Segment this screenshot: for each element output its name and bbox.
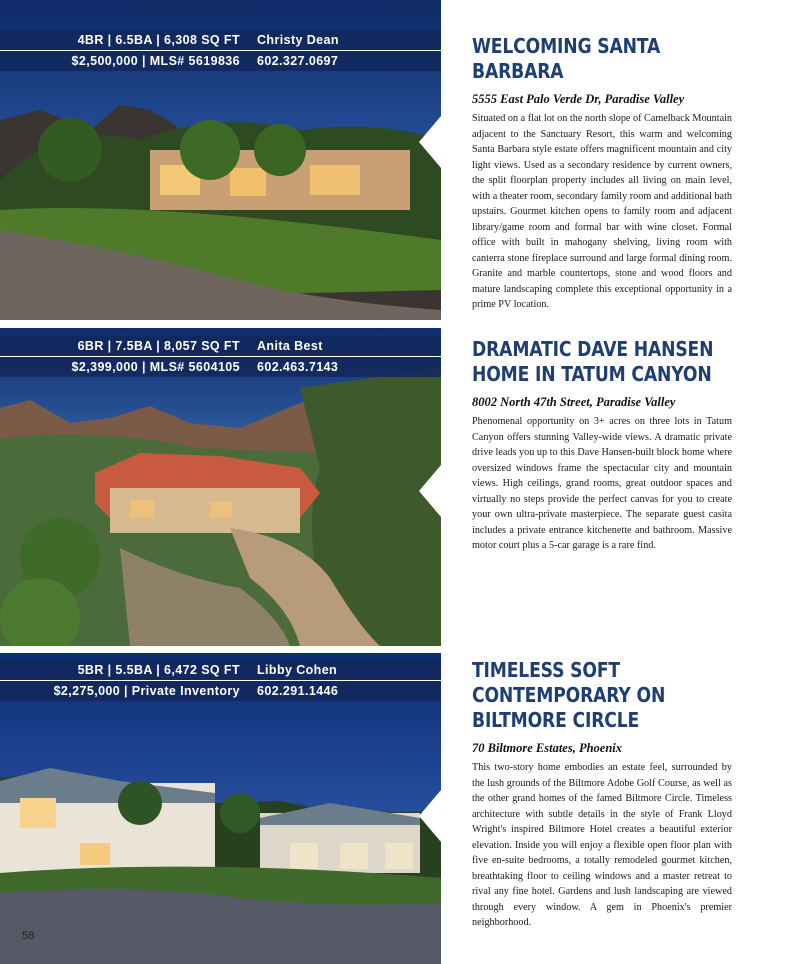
listing-3-price: $2,275,000 | Private Inventory <box>53 684 240 698</box>
listing-2-price: $2,399,000 | MLS# 5604105 <box>71 360 240 374</box>
listing-2-address: 8002 North 47th Street, Paradise Valley <box>472 395 676 409</box>
listing-2-description: Phenomenal opportunity on 3+ acres on three lots in Tatum Canyon offers stunning Valley-wide views. A dramatic private drive leads you up to this Dave Hansen-built block home where oversized windows frame the spectacular city and mountain views. High ceilings, grand rooms, great outdoor spaces and virtually no steps provide the perfect canvas for you to create your own ultra-private masterpiece. The separate guest casita includes a private entrance kitchenette and bathroom. Massive motor court plus a 5-car garage is a rare find. <box>472 416 732 551</box>
listing-1-title: WELCOMING SANTA BARBARA <box>472 34 661 83</box>
photo-notch <box>419 790 441 842</box>
page-number: 58 <box>22 930 35 942</box>
listing-3-address: 70 Biltmore Estates, Phoenix <box>472 741 623 755</box>
listing-3-specs-bar <box>0 660 441 680</box>
listing-3-description: This two-story home embodies an estate feel, surrounded by the lush grounds of the Biltmore Adobe Golf Course, as well as the other grand homes of the famed Biltmore Circle. Timeless architecture with subtle details in the style of Frank Lloyd Wright's inspired Biltmore Hotel creates a beautiful exterior elevation. Inside you will enjoy a flexible open floor plan with five en-suite bedrooms, a totally remodeled gourmet kitchen, breathtaking floor to ceiling windows and a master retreat to rival any fine hotel. Gardens and lush landscaping are viewed through every window. A gem in Phoenix's premier neighborhood. <box>472 762 732 928</box>
listing-2-specs: 6BR | 7.5BA | 8,057 SQ FT <box>77 339 240 353</box>
listing-2-agent-phone: 602.463.7143 <box>257 360 339 374</box>
listing-3-agent-phone: 602.291.1446 <box>257 684 339 698</box>
listing-3-agent-name: Libby Cohen <box>257 663 338 677</box>
photo-notch <box>419 116 441 168</box>
listing-1-text <box>472 34 732 313</box>
listing-1-agent-name: Christy Dean <box>257 33 339 47</box>
listing-2-agent-name: Anita Best <box>257 339 323 353</box>
listing-1-price: $2,500,000 | MLS# 5619836 <box>71 54 240 68</box>
listing-3-price-bar <box>0 681 441 701</box>
listing-1-description: Situated on a flat lot on the north slope of Camelback Mountain adjacent to the Sanctuary Resort, this warm and welcoming Santa Barbara style estate offers magnificent mountain and city light views. Used as a secondary residence by current owners, the split floorplan property includes all living on main level, with a theater room, secondary family room and additional bath upstairs. Gourmet kitchen opens to family room and adjacent library/game room and formal bar with wine closet. Formal office with built in mahogany shelving, living room with canterra stone fireplace surround and large formal dining room. Granite and marble countertops, stone and wood floors and mature landscaping complete this exceptional opportunity in a prime PV location. <box>472 113 733 310</box>
listing-1-specs-bar <box>0 30 441 50</box>
listing-1-specs: 4BR | 6.5BA | 6,308 SQ FT <box>77 33 240 47</box>
listing-1-price-bar <box>0 51 441 71</box>
listing-1-agent-phone: 602.327.0697 <box>257 54 339 68</box>
listing-2-title: DRAMATIC DAVE HANSEN HOME IN TATUM CANYON <box>472 337 714 386</box>
listing-3-specs: 5BR | 5.5BA | 6,472 SQ FT <box>77 663 240 677</box>
listing-2-specs-bar <box>0 336 441 356</box>
photo-notch <box>419 465 441 517</box>
listing-2-text <box>472 337 732 554</box>
listing-3-title: TIMELESS SOFT CONTEMPORARY ON BILTMORE CIRCLE <box>472 658 666 732</box>
listing-3-text <box>472 658 732 931</box>
listing-1-address: 5555 East Palo Verde Dr, Paradise Valley <box>472 92 685 106</box>
listing-2-price-bar <box>0 357 441 377</box>
